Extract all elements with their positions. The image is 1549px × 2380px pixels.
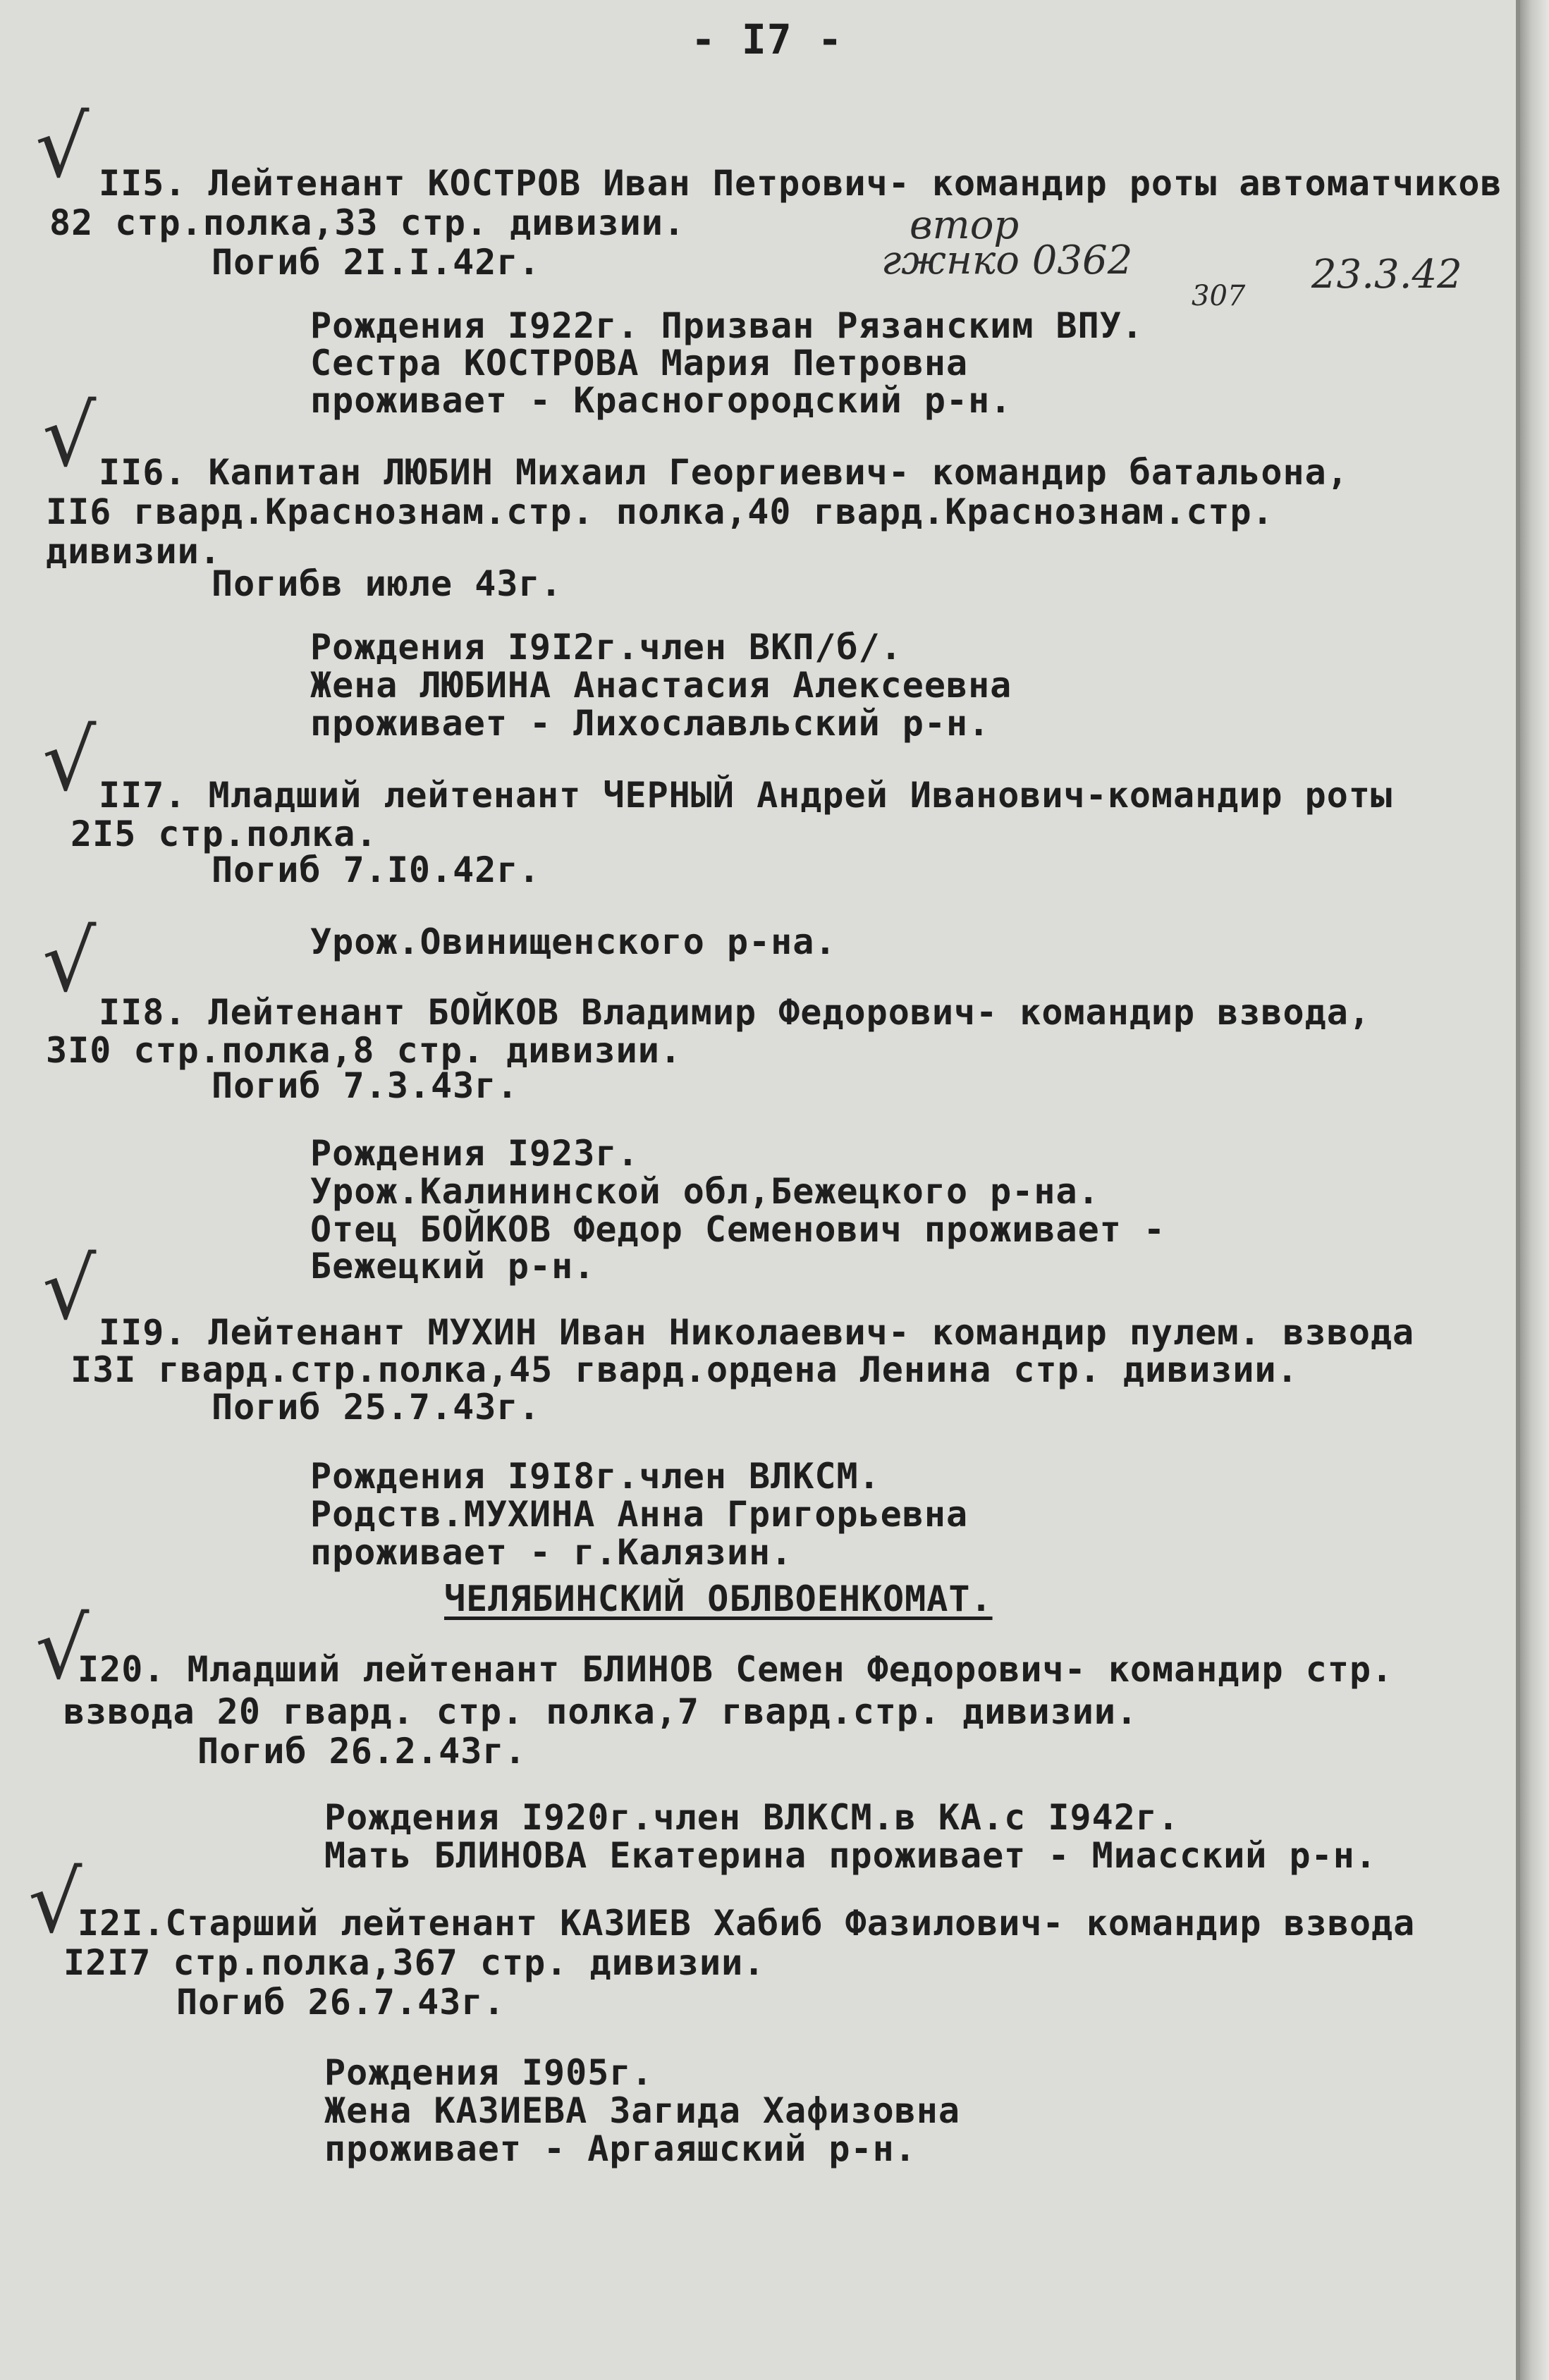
entry-121-line-1: I2I.Старший лейтенант КАЗИЕВ Хабиб Фазилович- командир взвода: [78, 1903, 1416, 1944]
entry-116-line-5: Рождения I9I2г.член ВКП/б/.: [310, 627, 902, 668]
page-edge: [1520, 0, 1549, 2380]
entry-118-line-1: II8. Лейтенант БОЙКОВ Владимир Федорович- командир взвода,: [99, 992, 1371, 1033]
entry-121-line-5: Жена КАЗИЕВА Загида Хафизовна: [324, 2090, 960, 2131]
entry-117-line-4: Урож.Овинищенского р-на.: [310, 921, 837, 962]
entry-118-line-4: Рождения I923г.: [310, 1133, 639, 1174]
entry-115-line-5: Сестра КОСТРОВА Мария Петровна: [310, 343, 969, 384]
entry-116-line-2: II6 гвард.Краснознам.стр. полка,40 гвард.Краснознам.стр.: [46, 491, 1274, 532]
entry-118-line-2: 3I0 стр.полка,8 стр. дивизии.: [46, 1030, 682, 1071]
entry-120-line-1: I20. Младший лейтенант БЛИНОВ Семен Федорович- командир стр.: [78, 1649, 1394, 1690]
entry-119-line-5: Родств.МУХИНА Анна Григорьевна: [310, 1494, 969, 1535]
entry-117-line-3: Погиб 7.I0.42г.: [212, 849, 541, 890]
entry-115-line-2: 82 стр.полка,33 стр. дивизии.: [49, 202, 685, 243]
entry-120-line-2: взвода 20 гвард. стр. полка,7 гвард.стр. дивизии.: [63, 1691, 1139, 1732]
handwritten-note-1: втор: [910, 202, 1020, 248]
entry-118-line-3: Погиб 7.3.43г.: [212, 1065, 519, 1106]
entry-118-line-7: Бежецкий р-н.: [310, 1246, 596, 1287]
check-mark-icon: √: [28, 1854, 82, 1952]
entry-115-line-6: проживает - Красногородский р-н.: [310, 380, 1012, 421]
entry-119-line-3: Погиб 25.7.43г.: [212, 1387, 541, 1428]
entry-119-line-2: I3I гвард.стр.полка,45 гвард.ордена Ленина стр. дивизии.: [71, 1349, 1299, 1390]
entry-116-line-7: проживает - Лихославльский р-н.: [310, 703, 991, 744]
entry-115-line-3: Погиб 2I.I.42г.: [212, 242, 541, 283]
entry-118-line-6: Отец БОЙКОВ Федор Семенович проживает -: [310, 1209, 1165, 1250]
entry-115-line-4: Рождения I922г. Призван Рязанским ВПУ.: [310, 305, 1144, 346]
entry-116-line-1: II6. Капитан ЛЮБИН Михаил Георгиевич- командир батальона,: [99, 452, 1349, 493]
check-mark-icon: √: [35, 99, 90, 197]
check-mark-icon: √: [42, 1241, 97, 1339]
section-heading: ЧЕЛЯБИНСКИЙ ОБЛВОЕНКОМАТ.: [444, 1578, 993, 1619]
entry-119-line-6: проживает - г.Калязин.: [310, 1532, 793, 1573]
entry-115-line-1: II5. Лейтенант КОСТРОВ Иван Петрович- командир роты автоматчиков: [99, 163, 1502, 204]
entry-116-line-3: дивизии.: [46, 531, 221, 572]
entry-121-line-2: I2I7 стр.полка,367 стр. дивизии.: [63, 1942, 766, 1983]
entry-118-line-5: Урож.Калининской обл,Бежецкого р-на.: [310, 1171, 1100, 1212]
handwritten-date: 23.3.42: [1311, 252, 1462, 298]
entry-116-line-6: Жена ЛЮБИНА Анастасия Алексеевна: [310, 665, 1012, 706]
entry-120-line-5: Мать БЛИНОВА Екатерина проживает - Миасский р-н.: [324, 1835, 1377, 1876]
handwritten-note-3: 307: [1192, 280, 1246, 312]
check-mark-icon: √: [35, 1600, 90, 1698]
entry-121-line-4: Рождения I905г.: [324, 2052, 654, 2093]
check-mark-icon: √: [42, 712, 97, 810]
page-number: - I7 -: [691, 16, 843, 63]
entry-120-line-3: Погиб 26.2.43г.: [197, 1731, 527, 1772]
entry-120-line-4: Рождения I920г.член ВЛКСМ.в КА.с I942г.: [324, 1797, 1180, 1838]
entry-119-line-1: II9. Лейтенант МУХИН Иван Николаевич- командир пулем. взвода: [99, 1312, 1415, 1353]
entry-121-line-3: Погиб 26.7.43г.: [176, 1982, 506, 2023]
check-mark-icon: √: [42, 388, 97, 486]
entry-119-line-4: Рождения I9I8г.член ВЛКСМ.: [310, 1456, 881, 1497]
entry-117-line-2: 2I5 стр.полка.: [71, 814, 378, 854]
handwritten-note-2: гжнко 0362: [881, 238, 1133, 283]
entry-116-line-4: Погибв июле 43г.: [212, 563, 563, 604]
check-mark-icon: √: [42, 913, 97, 1011]
entry-117-line-1: II7. Младший лейтенант ЧЕРНЫЙ Андрей Иванович-командир роты: [99, 775, 1393, 816]
entry-121-line-6: проживает - Аргаяшский р-н.: [324, 2128, 917, 2169]
